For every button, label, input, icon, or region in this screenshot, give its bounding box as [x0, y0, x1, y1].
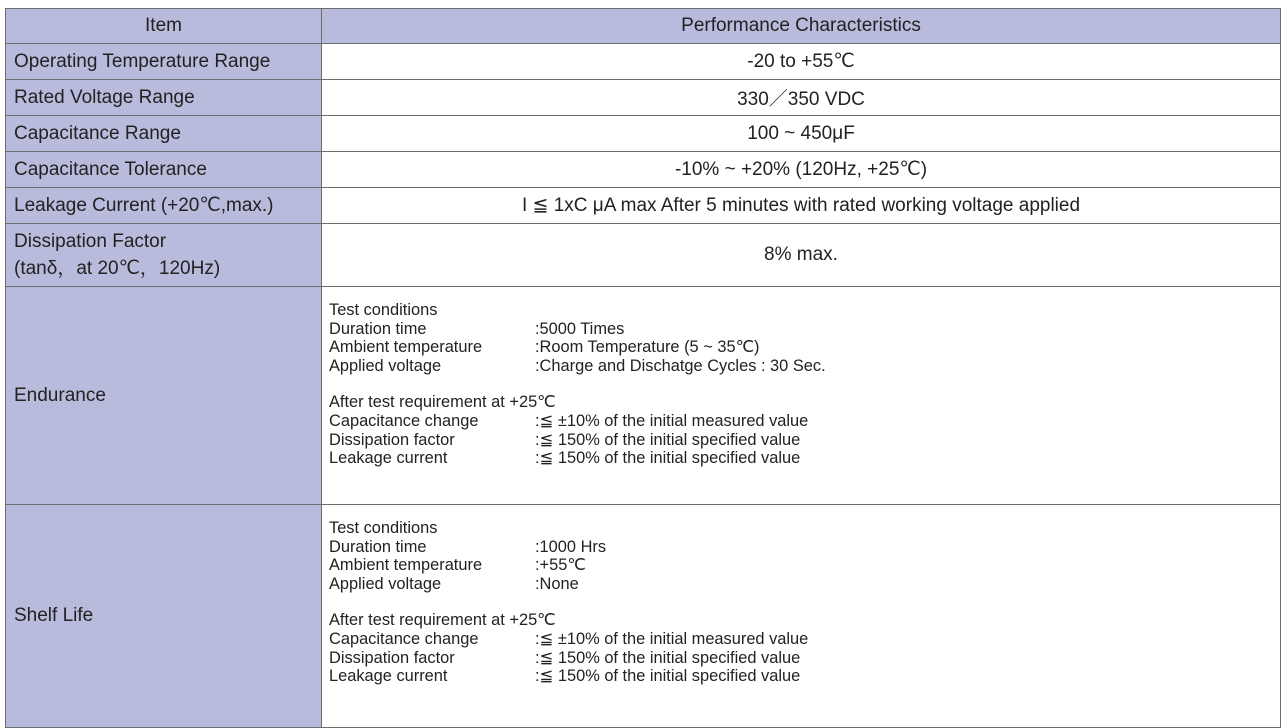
spacer	[329, 593, 1280, 611]
condition-label: Applied voltage	[329, 574, 442, 593]
condition-label: Applied voltage	[329, 356, 442, 375]
requirement-label: Capacitance change	[329, 629, 479, 648]
row-item: Leakage Current (+20℃,max.)	[6, 188, 322, 224]
header-item: Item	[6, 9, 322, 44]
row-item: Rated Voltage Range	[6, 80, 322, 116]
requirement-value: :≦ ±10% of the initial measured value	[535, 411, 809, 430]
table-row	[6, 116, 1281, 152]
spec-table	[5, 8, 1281, 728]
requirement-label: Capacitance change	[329, 411, 479, 430]
table-header-row	[6, 9, 1281, 44]
row-value: I ≦ 1xC μA max After 5 minutes with rated working voltage applied	[322, 188, 1281, 224]
row-value: -10% ~ +20% (120Hz, +25℃)	[322, 152, 1281, 188]
dissipation-row	[6, 224, 1281, 287]
requirement-label: Leakage current	[329, 449, 448, 468]
shelf-life-condition	[329, 538, 1280, 557]
endurance-requirement	[329, 449, 1280, 468]
requirement-label: Dissipation factor	[329, 430, 455, 449]
row-item: Operating Temperature Range	[6, 44, 322, 80]
shelf-life-requirement	[329, 630, 1280, 649]
endurance-condition	[329, 320, 1280, 339]
condition-value: :None	[535, 574, 579, 593]
table-row	[6, 80, 1281, 116]
shelf-life-condition	[329, 575, 1280, 594]
condition-value: :Room Temperature (5 ~ 35℃)	[535, 338, 760, 357]
shelf-life-after-title: After test requirement at +25℃	[329, 611, 556, 630]
requirement-value: :≦ 150% of the initial specified value	[535, 648, 801, 667]
row-item: Capacitance Range	[6, 116, 322, 152]
shelf-life-condition	[329, 556, 1280, 575]
condition-label: Ambient temperature	[329, 556, 483, 575]
condition-value: :Charge and Dischatge Cycles : 30 Sec.	[535, 356, 826, 375]
shelf-life-test-title: Test conditions	[329, 519, 438, 537]
requirement-value: :≦ ±10% of the initial measured value	[535, 629, 809, 648]
condition-value: :+55℃	[535, 556, 586, 575]
row-item: Capacitance Tolerance	[6, 152, 322, 188]
requirement-value: :≦ 150% of the initial specified value	[535, 667, 801, 686]
condition-value: :5000 Times	[535, 319, 625, 338]
dissipation-value: 8% max.	[322, 224, 1281, 287]
dissipation-item	[6, 224, 322, 287]
table-row	[6, 44, 1281, 80]
endurance-item: Endurance	[6, 287, 322, 505]
endurance-test-title: Test conditions	[329, 301, 438, 319]
requirement-value: :≦ 150% of the initial specified value	[535, 449, 801, 468]
shelf-life-requirement	[329, 667, 1280, 686]
shelf-life-details	[322, 505, 1281, 728]
row-value: -20 to +55℃	[322, 44, 1281, 80]
endurance-details	[322, 287, 1281, 505]
endurance-requirement	[329, 431, 1280, 450]
endurance-after-title: After test requirement at +25℃	[329, 393, 556, 412]
endurance-row	[6, 287, 1281, 505]
requirement-label: Dissipation factor	[329, 648, 455, 667]
requirement-label: Leakage current	[329, 667, 448, 686]
shelf-life-requirement	[329, 649, 1280, 668]
table-row	[6, 188, 1281, 224]
dissipation-item-line2: (tanδ，at 20℃，120Hz)	[14, 257, 221, 279]
shelf-life-item: Shelf Life	[6, 505, 322, 728]
endurance-requirement	[329, 412, 1280, 431]
endurance-condition	[329, 357, 1280, 376]
header-performance: Performance Characteristics	[322, 9, 1281, 44]
shelf-life-row	[6, 505, 1281, 728]
endurance-condition	[329, 338, 1280, 357]
condition-value: :1000 Hrs	[535, 537, 607, 556]
spacer	[329, 375, 1280, 393]
condition-label: Duration time	[329, 537, 427, 556]
table-row	[6, 152, 1281, 188]
row-value: 100 ~ 450μF	[322, 116, 1281, 152]
requirement-value: :≦ 150% of the initial specified value	[535, 430, 801, 449]
dissipation-item-line1: Dissipation Factor	[14, 230, 167, 252]
condition-label: Duration time	[329, 319, 427, 338]
row-value: 330／350 VDC	[322, 80, 1281, 116]
condition-label: Ambient temperature	[329, 338, 483, 357]
